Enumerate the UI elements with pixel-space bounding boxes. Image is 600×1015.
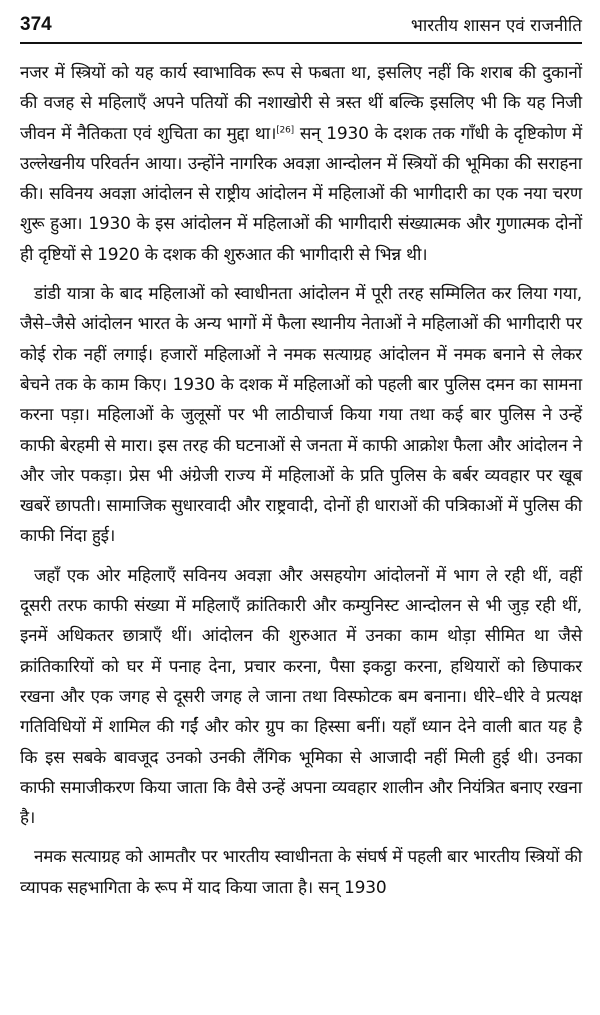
- running-title: भारतीय शासन एवं राजनीति: [410, 16, 582, 36]
- page-number: 374: [20, 14, 52, 35]
- paragraph-1: [20, 58, 582, 270]
- paragraph-1-text-after: सन् 1930 के दशक तक गाँधी के दृष्टिकोण में उल्लेखनीय परिवर्तन आया। उन्होंने नागरिक अवज्ञा आन्दोलन में स्त्रियों की भूमिका की सराहना की। सविनय अवज्ञा आंदोलन से राष्ट्रीय आंदोलन में महिलाओं की भागीदारी का एक नया चरण शुरू हुआ। 1930 के इस आंदोलन में महिलाओं की भागीदारी संख्यात्मक और गुणात्मक दोनों ही दृष्टियों से 1920 के दशक की शुरुआत की भागीदारी से भिन्न थी।: [20, 123, 582, 265]
- footnote-reference: [26]: [276, 124, 294, 135]
- paragraph-2: डांडी यात्रा के बाद महिलाओं को स्वाधीनता आंदोलन में पूरी तरह सम्मिलित कर लिया गया, जैसे–जैसे आंदोलन भारत के अन्य भागों में फैला स्थानीय नेताओं ने महिलाओं की भागीदारी पर कोई रोक नहीं लगाई। हजारों महिलाओं ने नमक सत्याग्रह आंदोलन में नमक बनाने से लेकर बेचने तक के काम किए। 1930 के दशक में महिलाओं को पहली बार पुलिस दमन का सामना करना पड़ा। महिलाओं के जुलूसों पर भी लाठीचार्ज किया गया तथा कई बार पुलिस ने उन्हें काफी बेरहमी से मारा। इस तरह की घटनाओं से जनता में काफी आक्रोश फैला और आंदोलन ने और जोर पकड़ा। प्रेस भी अंग्रेजी राज्य में महिलाओं के प्रति पुलिस के बर्बर व्यवहार पर खूब खबरें छापती। सामाजिक सुधारवादी और राष्ट्रवादी, दोनों ही धाराओं की पत्रिकाओं में पुलिस की काफी निंदा हुई।: [20, 284, 582, 547]
- paragraph-4: नमक सत्याग्रह को आमतौर पर भारतीय स्वाधीनता के संघर्ष में पहली बार भारतीय स्त्रियों की व्यापक सहभागिता के रूप में याद किया जाता है। सन् 1930: [20, 847, 582, 898]
- paragraph-3: जहाँ एक ओर महिलाएँ सविनय अवज्ञा और असहयोग आंदोलनों में भाग ले रही थीं, वहीं दूसरी तरफ काफी संख्या में महिलाएँ क्रांतिकारी और कम्युनिस्ट आन्दोलन से भी जुड़ रही थीं, इनमें अधिकतर छात्राएँ थीं। आंदोलन की शुरुआत में उनका काम थोड़ा सीमित था जैसे क्रांतिकारियों को घर में पनाह देना, प्रचार करना, पैसा इकट्ठा करना, हथियारों को छिपाकर रखना और एक जगह से दूसरी जगह ले जाना तथा विस्फोटक बम बनाना। धीरे–धीरे वे प्रत्यक्ष गतिविधियों में शामिल की गईं और कोर ग्रुप का हिस्सा बनीं। यहाँ ध्यान देने वाली बात यह है कि इस सबके बावजूद उनको उनकी लैंगिक भूमिका से आजादी नहीं मिली हुई थी। उनका काफी समाजीकरण किया जाता कि वैसे उन्हें अपना व्यवहार शालीन और नियंत्रित बनाए रखना है।: [20, 565, 582, 829]
- paragraph-1-text-before: नजर में स्त्रियों को यह कार्य स्वाभाविक रूप से फबता था, इसलिए नहीं कि शराब की दुकानों की वजह से महिलाएँ अपने पतियों की नशाखोरी से त्रस्त थीं बल्कि इसलिए भी कि यह निजी जीवन में नैतिकता एवं शुचिता का मुद्दा था।: [20, 63, 582, 144]
- body-text: [20, 58, 582, 903]
- page-header: [20, 0, 582, 44]
